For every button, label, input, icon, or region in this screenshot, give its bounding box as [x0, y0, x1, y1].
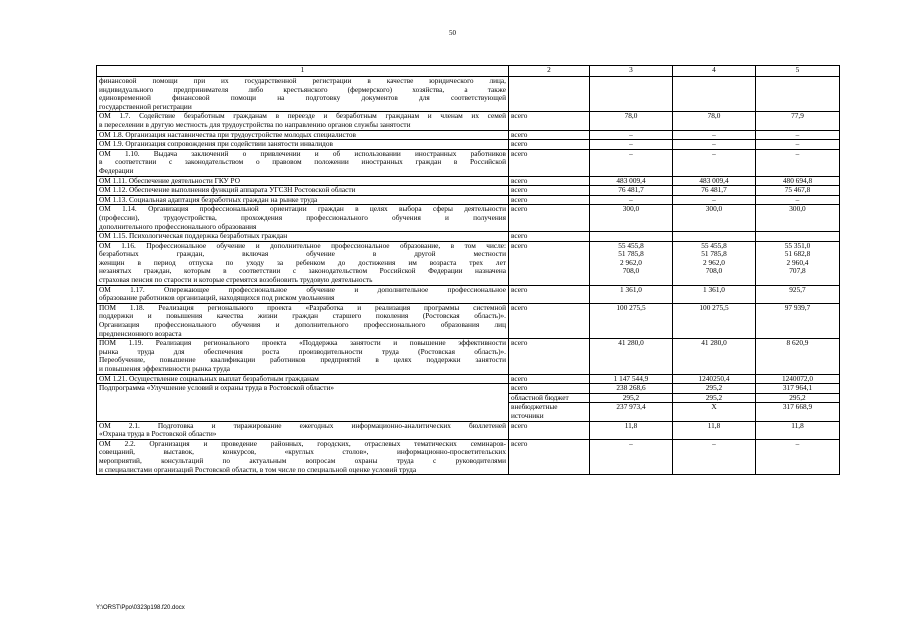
cell-line: дополнительного профессионального образования	[99, 221, 257, 231]
table-row	[97, 384, 840, 394]
cell-line: ОМ 2.1. Подготовка и тиражирование ежегодных информационно-аналитических бюллетеней	[99, 421, 506, 430]
value-cell-col3	[590, 186, 673, 196]
cell-line: ОМ 2.2. Организация и проведение районных, городских, отраслевых тематических семинаров-	[99, 439, 506, 448]
cell-line: всего	[511, 185, 528, 195]
value-cell-col3	[590, 140, 673, 150]
cell-line: 237 973,4	[616, 402, 646, 412]
cell-line: ОМ 1.8. Организация наставничества при трудоустройстве молодых специалистов	[99, 130, 356, 139]
value-cell-col5	[756, 195, 840, 205]
value-cell-col5	[756, 232, 840, 242]
cell-line: –	[795, 149, 800, 158]
funding-source-cell	[509, 176, 590, 186]
value-cell-col5	[756, 303, 840, 338]
cell-line: 11,8	[791, 421, 804, 430]
cell-line: всего	[511, 303, 528, 312]
cell-line: индивидуального предпринимателя либо крестьянского (фермерского) хозяйства, а также	[99, 84, 506, 94]
value-cell-col4	[673, 374, 756, 384]
cell-line: 100 275,5	[699, 303, 729, 312]
cell-line: женщин в период отпуска по уходу за ребенком до достижения им возраста трех лет	[99, 257, 506, 267]
measure-name-cell	[97, 186, 509, 196]
cell-line: –	[712, 149, 716, 158]
value-cell-col4	[673, 149, 756, 176]
funding-source-cell	[509, 205, 590, 232]
cell-line: совещаний, выставок, конкурсов, «круглых столов», информационно-просветительских	[99, 447, 506, 457]
table-row	[97, 205, 840, 232]
cell-line: 1240072,0	[781, 374, 813, 383]
cell-line: –	[629, 195, 633, 204]
cell-line: всего	[511, 383, 528, 393]
cell-line: 75 467,8	[784, 185, 811, 195]
cell-line: предпенсионного возраста	[99, 328, 182, 338]
cell-line: 317 964,1	[782, 383, 813, 393]
cell-line: 76 481,7	[618, 185, 644, 195]
cell-line: всего	[511, 338, 528, 348]
table-row	[97, 195, 840, 205]
cell-line: (профессии), трудоустройства, прохождения профессионального обучения и получения	[99, 212, 506, 222]
cell-line: 2 962,0	[703, 257, 725, 267]
cell-line: ОМ 1.17. Опережающее профессиональное обучение и дополнительное профессиональное	[99, 285, 506, 294]
cell-line: 11,8	[707, 421, 721, 430]
cell-line: и повышения эффективности рынка труда	[99, 364, 231, 373]
cell-line: –	[795, 139, 800, 149]
cell-line: 100 275,5	[616, 303, 646, 312]
value-cell-col5	[756, 439, 840, 474]
cell-line: 78,0	[707, 111, 721, 121]
measure-name-cell	[97, 112, 509, 130]
cell-line: в соответствии с законодательством о правовом положении иностранных граждан в Российской	[99, 157, 506, 167]
column-header: 4	[673, 66, 756, 77]
cell-line: финансовой помощи при их государственной регистрации в качестве юридического лица,	[99, 76, 506, 85]
table-row	[97, 77, 840, 112]
measure-name-cell	[97, 130, 509, 140]
cell-line: ОМ 1.14. Организация профессиональной ориентации граждан в целях выбора сферы деятельности	[99, 204, 506, 214]
value-cell-col5	[756, 339, 840, 374]
cell-line: –	[712, 195, 716, 204]
table-row	[97, 140, 840, 150]
value-cell-col5	[756, 403, 840, 421]
cell-line: 77,9	[791, 111, 804, 121]
cell-line: ОМ 1.7. Содействие безработным гражданам в переезде и безработным гражданам и членам их семей	[99, 111, 506, 121]
value-cell-col3	[590, 285, 673, 303]
cell-line: всего	[511, 139, 528, 149]
funding-source-cell	[509, 393, 590, 403]
funding-source-cell	[509, 112, 590, 130]
funding-source-cell	[509, 140, 590, 150]
measure-name-cell	[97, 384, 509, 421]
cell-line: 1 361,0	[703, 285, 725, 294]
cell-line: 55 351,0	[784, 241, 811, 250]
measure-name-cell	[97, 339, 509, 374]
column-header: 1	[97, 66, 509, 77]
cell-line: 483 009,4	[616, 176, 646, 185]
cell-line: рынка труда для обеспечения роста производительности труда (Ростовская область)».	[99, 346, 506, 356]
table-header-row	[97, 66, 840, 77]
cell-line: 55 455,8	[618, 241, 644, 250]
measure-name-cell	[97, 176, 509, 186]
value-cell-col4	[673, 285, 756, 303]
value-cell-col4	[673, 339, 756, 374]
value-cell-col5	[756, 374, 840, 384]
measure-name-cell	[97, 421, 509, 439]
table-row	[97, 303, 840, 338]
measure-name-cell	[97, 149, 509, 176]
cell-line: 41 280,0	[618, 338, 644, 348]
cell-line: всего	[511, 241, 528, 250]
value-cell-col4	[673, 393, 756, 403]
cell-line: государственной регистрации	[99, 101, 192, 111]
funding-source-cell	[509, 421, 590, 439]
cell-line: X	[711, 402, 717, 412]
cell-line: в переселении в другую местность для трудоустройства по направлению органов службы занятости	[99, 119, 411, 129]
table-row	[97, 112, 840, 130]
value-cell-col5	[756, 140, 840, 150]
cell-line: 317 668,9	[782, 402, 813, 412]
value-cell-col3	[590, 303, 673, 338]
cell-line: 295,2	[705, 393, 723, 402]
cell-line: всего	[511, 176, 528, 185]
program-expenditure-table	[96, 65, 840, 475]
cell-line: 707,8	[789, 266, 806, 276]
value-cell-col5	[756, 421, 840, 439]
value-cell-col5	[756, 285, 840, 303]
file-path-footer: Y:\ORST\Ppo\0323p198.f20.docx	[96, 605, 185, 611]
table-row	[97, 339, 840, 374]
cell-line: единовременной финансовой помощи на подготовку документов для соответствующей	[99, 93, 506, 103]
cell-line: 295,2	[789, 393, 806, 402]
cell-line: 708,0	[622, 266, 640, 276]
cell-line: 295,2	[622, 393, 640, 402]
funding-source-cell	[509, 439, 590, 474]
cell-line: 300,0	[622, 204, 640, 214]
measure-name-cell	[97, 374, 509, 384]
value-cell-col5	[756, 112, 840, 130]
table-row	[97, 439, 840, 474]
value-cell-col4	[673, 112, 756, 130]
value-cell-col5	[756, 176, 840, 186]
table-row	[97, 374, 840, 384]
value-cell-col3	[590, 403, 673, 421]
value-cell-col3	[590, 205, 673, 232]
cell-line: «Охрана труда в Ростовской области»	[99, 429, 217, 439]
value-cell-col4	[673, 241, 756, 285]
cell-line: 295,2	[705, 383, 723, 393]
measure-name-cell	[97, 232, 509, 242]
value-cell-col3	[590, 439, 673, 474]
funding-source-cell	[509, 149, 590, 176]
cell-line: всего	[511, 111, 528, 121]
value-cell-col5	[756, 77, 840, 112]
cell-line: образование работников организаций, находящихся под риском увольнения	[99, 293, 335, 303]
cell-line: ОМ 1.12. Обеспечение выполнения функций аппарата УГСЗН Ростовской области	[99, 185, 356, 195]
cell-line: ОМ 1.21. Осуществление социальных выплат безработным гражданам	[99, 374, 319, 383]
cell-line: областной бюджет	[511, 393, 569, 402]
cell-line: 238 268,6	[616, 383, 646, 393]
cell-line: всего	[511, 439, 528, 448]
value-cell-col3	[590, 77, 673, 112]
cell-line: незанятых граждан, которым в соответствии с законодательством Российской Федерации назначена	[99, 266, 506, 276]
measure-name-cell	[97, 439, 509, 474]
page-number: 50	[449, 29, 456, 37]
cell-line: 55 455,8	[701, 241, 727, 250]
table-row	[97, 421, 840, 439]
cell-line: всего	[511, 130, 528, 139]
column-header: 3	[590, 66, 673, 77]
cell-line: всего	[511, 285, 528, 294]
table-row	[97, 176, 840, 186]
cell-line: всего	[511, 231, 528, 241]
cell-line: 483 009,4	[699, 176, 729, 185]
cell-line: –	[629, 149, 633, 158]
value-cell-col5	[756, 393, 840, 403]
column-header: 5	[756, 66, 840, 77]
cell-line: мероприятий, консультаций по актуальным вопросам охраны труда с руководителями	[99, 455, 506, 465]
table-row	[97, 186, 840, 196]
cell-line: всего	[511, 421, 528, 430]
cell-line: ОМ 1.9. Организация сопровождения при содействии занятости инвалидов	[99, 139, 333, 149]
value-cell-col4	[673, 232, 756, 242]
value-cell-col4	[673, 77, 756, 112]
cell-line: поддержки и повышения качества жизни граждан старшего поколения (Ростовская область)».	[99, 311, 506, 321]
cell-line: –	[795, 195, 800, 204]
cell-line: и специалистами организаций Ростовской области, в том числе по специальной оценке условий труда	[99, 464, 417, 474]
cell-line: 708,0	[705, 266, 723, 276]
measure-name-cell	[97, 205, 509, 232]
value-cell-col5	[756, 130, 840, 140]
funding-source-cell	[509, 195, 590, 205]
cell-line: безработных граждан, включая обучение в другой местности	[99, 249, 506, 259]
value-cell-col3	[590, 112, 673, 130]
measure-name-cell	[97, 140, 509, 150]
value-cell-col5	[756, 384, 840, 394]
value-cell-col3	[590, 374, 673, 384]
cell-line: 11,8	[624, 421, 638, 430]
value-cell-col5	[756, 205, 840, 232]
cell-line: Переобучение, повышение квалификации работников предприятий в целях поддержки занятости	[99, 355, 506, 365]
measure-name-cell	[97, 195, 509, 205]
cell-line: 97 939,7	[784, 303, 811, 312]
value-cell-col4	[673, 421, 756, 439]
cell-line: всего	[511, 195, 528, 204]
table-row	[97, 285, 840, 303]
value-cell-col4	[673, 176, 756, 186]
funding-source-cell	[509, 232, 590, 242]
table-row	[97, 149, 840, 176]
cell-line: 2 960,4	[786, 257, 809, 267]
cell-line: –	[629, 130, 633, 139]
cell-line: ОМ 1.15. Психологическая поддержка безработных граждан	[99, 231, 288, 241]
value-cell-col3	[590, 241, 673, 285]
table-row	[97, 241, 840, 285]
cell-line: ОМ 1.11. Обеспечение деятельности ГКУ РО	[99, 176, 240, 185]
measure-name-cell	[97, 285, 509, 303]
value-cell-col3	[590, 130, 673, 140]
cell-line: 8 620,9	[786, 338, 809, 348]
value-cell-col5	[756, 149, 840, 176]
cell-line: –	[795, 130, 800, 139]
value-cell-col3	[590, 339, 673, 374]
cell-line: 1 361,0	[620, 285, 642, 294]
value-cell-col3	[590, 393, 673, 403]
cell-line: ПОМ 1.19. Реализация регионального проекта «Поддержка занятости и повышение эффективности	[99, 338, 506, 348]
value-cell-col3	[590, 195, 673, 205]
cell-line: 2 962,0	[620, 257, 642, 267]
cell-line: 41 280,0	[701, 338, 727, 348]
cell-line: 51 785,8	[701, 249, 727, 259]
cell-line: 1 147 544,9	[613, 374, 649, 383]
cell-line: 51 785,8	[618, 249, 644, 259]
funding-source-cell	[509, 186, 590, 196]
cell-line: –	[712, 439, 716, 448]
value-cell-col3	[590, 176, 673, 186]
cell-line: 925,7	[789, 285, 806, 294]
cell-line: 1240250,4	[698, 374, 730, 383]
cell-line: 480 694,8	[782, 176, 813, 185]
value-cell-col4	[673, 205, 756, 232]
cell-line: всего	[511, 204, 528, 214]
value-cell-col4	[673, 384, 756, 394]
measure-name-cell	[97, 303, 509, 338]
cell-line: ОМ 1.16. Профессиональное обучение и дополнительное профессиональное образование, в том числе:	[99, 241, 506, 250]
value-cell-col3	[590, 421, 673, 439]
cell-line: –	[712, 139, 716, 149]
value-cell-col3	[590, 384, 673, 394]
cell-line: –	[629, 139, 633, 149]
cell-line: –	[629, 439, 633, 448]
value-cell-col3	[590, 149, 673, 176]
cell-line: 51 682,8	[784, 249, 811, 259]
cell-line: 300,0	[789, 204, 806, 214]
value-cell-col5	[756, 186, 840, 196]
value-cell-col5	[756, 241, 840, 285]
measure-name-cell	[97, 77, 509, 112]
table-row	[97, 130, 840, 140]
funding-source-cell	[509, 303, 590, 338]
cell-line: Организация профессионального обучения и дополнительного профессионального образования лиц	[99, 320, 506, 330]
cell-line: –	[795, 439, 800, 448]
cell-line: всего	[511, 374, 528, 383]
funding-source-cell	[509, 374, 590, 384]
value-cell-col3	[590, 232, 673, 242]
value-cell-col4	[673, 186, 756, 196]
measure-name-cell	[97, 241, 509, 285]
funding-source-cell	[509, 130, 590, 140]
funding-source-cell	[509, 241, 590, 285]
cell-line: внебюджетные источники	[511, 402, 558, 420]
cell-line: Подпрограмма «Улучшение условий и охраны труда в Ростовской области»	[99, 383, 335, 393]
column-header: 2	[509, 66, 590, 77]
value-cell-col4	[673, 403, 756, 421]
funding-source-cell	[509, 339, 590, 374]
cell-line: Федерации	[99, 165, 134, 175]
value-cell-col4	[673, 303, 756, 338]
cell-line: 76 481,7	[701, 185, 727, 195]
funding-source-cell	[509, 384, 590, 394]
cell-line: ОМ 1.10. Выдача заключений о привлечении и об использовании иностранных работников	[99, 149, 506, 158]
cell-line: 78,0	[624, 111, 638, 121]
funding-source-cell	[509, 285, 590, 303]
cell-line: страховая пенсия по старости и которые стремятся возобновить трудовую деятельность	[99, 275, 373, 285]
funding-source-cell	[509, 77, 590, 112]
value-cell-col4	[673, 130, 756, 140]
value-cell-col4	[673, 195, 756, 205]
table-row	[97, 232, 840, 242]
cell-line: ОМ 1.13. Социальная адаптация безработных граждан на рынке труда	[99, 195, 318, 204]
funding-source-cell	[509, 403, 590, 421]
cell-line: –	[712, 130, 716, 139]
value-cell-col4	[673, 439, 756, 474]
cell-line: всего	[511, 149, 528, 158]
cell-line: 300,0	[705, 204, 723, 214]
cell-line: ПОМ 1.18. Реализация регионального проекта «Разработка и реализация программы системной	[99, 303, 506, 312]
value-cell-col4	[673, 140, 756, 150]
